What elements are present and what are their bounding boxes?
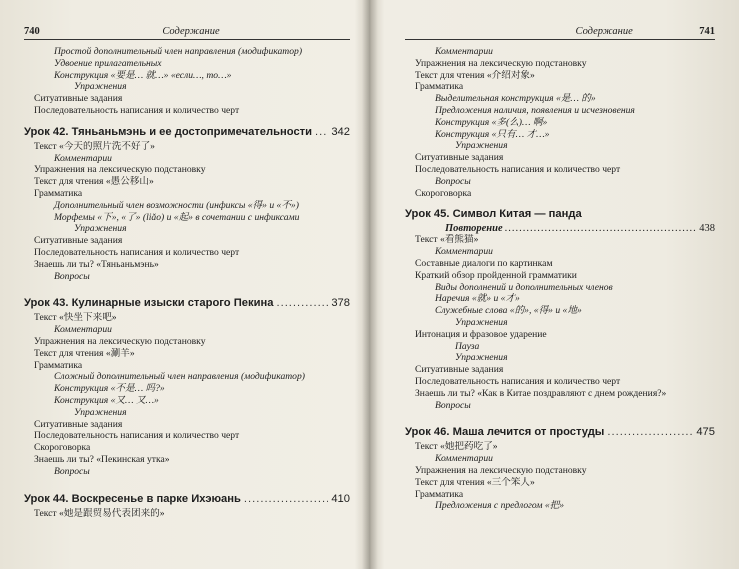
lesson-title: Урок 46. Маша лечится от простуды [405,426,605,439]
toc-entry: Конструкция «又… 又…» [54,394,159,406]
toc-entry: Грамматика [415,488,464,500]
lesson-heading [405,425,715,439]
toc-entry: Текст «她是跟贸易代表团来的» [34,507,165,519]
spacer [405,411,715,417]
toc-entry: Вопросы [435,175,471,187]
lesson-heading [24,296,350,310]
toc-entry: Грамматика [34,187,83,199]
toc-entry: Комментарии [54,152,112,164]
toc-entry: Знаешь ли ты? «Тяньаньмэнь» [34,258,159,270]
toc-entry: Морфемы «下», «了» (liǎo) и «起» в сочетании с инфиксами [54,211,300,223]
toc-entry: Удвоение прилагательных [54,57,162,69]
toc-entry: Конструкция «只有… 才…» [435,128,550,140]
dot-leader [315,125,328,139]
dot-leader [244,492,328,506]
spacer [24,519,350,525]
toc-entry: Последовательность написания и количество черт [415,375,621,387]
toc-entry: Дополнительный член возможности (инфиксы «得» и «不») [54,199,299,211]
running-title-right: Содержание [575,26,633,37]
lesson-heading [24,492,350,506]
toc-entry: Ситуативные задания [415,152,504,164]
toc-entry: Упражнения на лексическую подстановку [34,335,206,347]
toc-entry: Текст для чтения «介绍对象» [415,69,535,81]
toc-entry: Конструкция «要是… 就…» «если…, то…» [54,69,232,81]
lesson-page-number: 378 [331,297,350,310]
toc-entry: Знаешь ли ты? «Пекинская утка» [34,453,170,465]
toc-entry: Текст для чтения «愚公移山» [34,176,154,188]
lesson-title: Урок 43. Кулинарные изыски старого Пекина [24,297,274,310]
toc-entry: Упражнения [74,223,127,235]
toc-entry: Интонация и фразовое ударение [415,328,547,340]
lesson-heading [24,125,350,139]
toc-entry: Упражнения на лексическую подстановку [415,464,587,476]
lesson-title: Урок 45. Символ Китая — панда [405,208,582,221]
toc-entry: Упражнения [74,406,127,418]
toc-entry: Последовательность написания и количество черт [415,163,621,175]
toc-entry: Ситуативные задания [34,93,123,105]
lesson-title: Урок 44. Воскресенье в парке Ихэюань [24,492,241,505]
spacer [405,512,715,518]
toc-entry: Сложный дополнительный член направления (модификатор) [54,371,305,383]
toc-entry: Комментарии [54,324,112,336]
toc-entry: Последовательность написания и количество черт [34,430,240,442]
dot-leader [505,223,698,234]
toc-entry: Предложения наличия, появления и исчезновения [435,104,635,116]
toc-entry: Последовательность написания и количество черт [34,104,240,116]
dot-leader [276,296,328,310]
right-page [371,0,739,569]
toc-entry: Вопросы [54,270,90,282]
toc-entry: Комментарии [435,453,493,465]
toc-entry: Текст «快坐下来吧» [34,312,117,324]
spacer [24,282,350,288]
spacer [24,478,350,484]
toc-entry: Составные диалоги по картинкам [415,257,553,269]
toc-entry: Упражнения [455,140,508,152]
lesson-page-number: 342 [331,125,350,138]
toc-entry: Текст «她把药吃了» [415,441,498,453]
lesson-page-number: 475 [696,426,715,439]
toc-entry: Наречия «就» и «才» [435,293,520,305]
toc-entry: Комментарии [435,246,493,258]
toc-entries-right [405,46,715,199]
dot-leader [607,425,693,439]
toc-entry: Конструкция «不是… 吗?» [54,383,165,395]
toc-entry: Последовательность написания и количество черт [34,246,240,258]
toc-entry: Краткий обзор пройденной грамматики [415,269,577,281]
running-title-left: Содержание [162,26,220,37]
toc-entry: Предложения с предлогом «把» [435,500,565,512]
page-number-right: 741 [699,26,715,37]
toc-entries-left [24,46,350,117]
toc-entry: Ситуативные задания [34,418,123,430]
lesson-subheading-text: Повторение [445,223,503,235]
toc-entry: Текст «看熊猫» [415,234,479,246]
toc-entry: Упражнения на лексическую подстановку [415,57,587,69]
running-head-left [24,26,350,40]
toc-entry: Знаешь ли ты? «Как в Китае поздравляют с днем рождения?» [415,387,667,399]
toc-entry: Выделительная конструкция «是… 的» [435,93,596,105]
lesson-page-number: 438 [699,223,715,235]
lesson-page-number: 410 [331,492,350,505]
page-number-left: 740 [24,26,40,37]
left-page [0,0,368,569]
toc-entry: Служебные слова «的», «得» и «地» [435,305,582,317]
toc-entry: Конструкция «多(么)… 啊» [435,116,548,128]
lesson-heading [405,207,715,221]
toc-entry: Грамматика [34,359,83,371]
toc-entry: Комментарии [435,46,493,57]
toc-entry: Ситуативные задания [34,235,123,247]
toc-entry: Грамматика [415,81,464,93]
toc-entry: Вопросы [54,465,90,477]
toc-entry: Упражнения [74,81,127,93]
toc-entry: Пауза [455,340,480,352]
running-head-right [405,26,715,40]
toc-entry: Ситуативные задания [415,364,504,376]
toc-entry: Текст для чтения «涮羊» [34,347,135,359]
toc-lessons-right [405,207,715,518]
toc-entry: Скороговорка [415,187,472,199]
toc-entry: Виды дополнений и дополнительных членов [435,281,613,293]
lesson-title: Урок 42. Тяньаньмэнь и ее достопримечательности [24,125,313,138]
lesson-subheading [405,223,715,234]
toc-entry: Текст для чтения «三个笨人» [415,476,535,488]
toc-entry: Скороговорка [34,442,91,454]
toc-entry: Простой дополнительный член направления (модификатор) [54,46,303,57]
toc-entry: Текст «今天的照片洗不好了» [34,140,155,152]
toc-entry: Упражнения [455,316,508,328]
toc-lessons-left [24,125,350,526]
toc-entry: Упражнения на лексическую подстановку [34,164,206,176]
toc-entry: Упражнения [455,352,508,364]
toc-entry: Вопросы [435,399,471,411]
